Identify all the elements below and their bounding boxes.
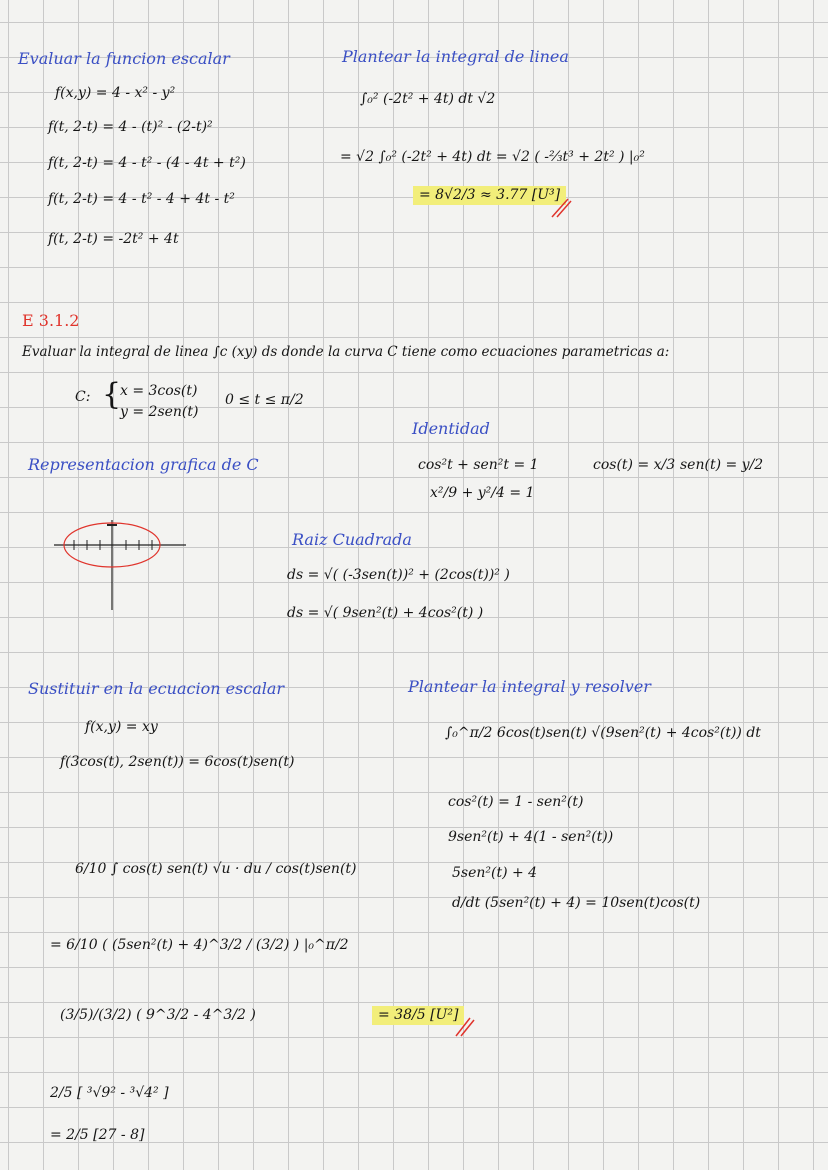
curve-label: C: [75,389,91,405]
exercise-statement: Evaluar la integral de linea ∫c (xy) ds donde la curva C tiene como ecuaciones parametricas a: [22,344,670,360]
math-line: f(x,y) = 4 - x² - y² [55,85,176,101]
exercise-id: E 3.1.2 [22,311,80,330]
math-line: f(3cos(t), 2sen(t)) = 6cos(t)sen(t) [60,754,295,770]
section-title-solve: Plantear la integral y resolver [408,677,651,696]
math-line-with-cancellation: f(t, 2-t) = 4 - t² - 4 + 4t - t² [48,191,235,207]
highlighted-result: = 8√2/3 ≈ 3.77 [U³] [413,186,566,205]
math-line: 5sen²(t) + 4 [452,865,538,881]
sen-substitution: sen(t) = y/2 [680,457,764,473]
section-title-graph: Representacion grafica de C [28,455,259,474]
math-line: f(t, 2-t) = -2t² + 4t [48,231,179,247]
section-title-identity: Identidad [412,419,490,438]
section-title-line-integral: Plantear la integral de linea [342,47,569,66]
parametric-x: x = 3cos(t) [120,383,198,399]
ds-line: ds = √( (-3sen(t))² + (2cos(t))² ) [287,567,510,583]
math-line: cos²(t) = 1 - sen²(t) [448,794,584,810]
math-line: f(x,y) = xy [85,719,158,735]
section-title-substitute: Sustituir en la ecuacion escalar [28,679,285,698]
math-line: f(t, 2-t) = 4 - t² - (4 - 4t + t²) [48,155,246,171]
section-title-square-root: Raiz Cuadrada [292,530,412,549]
cos-substitution: cos(t) = x/3 [593,457,676,473]
double-strike-mark [548,195,572,221]
math-line: 9sen²(t) + 4(1 - sen²(t)) [448,829,614,845]
parametric-y: y = 2sen(t) [120,404,199,420]
ds-line: ds = √( 9sen²(t) + 4cos²(t) ) [287,605,484,621]
math-line: 6/10 ∫ cos(t) sen(t) √u · du / cos(t)sen(t) [75,861,357,877]
identity-line: cos²t + sen²t = 1 [418,457,539,473]
double-strike-mark [452,1014,476,1040]
math-line: f(t, 2-t) = 4 - (t)² - (2-t)² [48,119,213,135]
math-line: 2/5 [ ³√9² - ³√4² ] [50,1085,169,1101]
math-line: = 2/5 [27 - 8] [50,1127,145,1143]
final-result: = 38/5 [U²] [372,1006,464,1025]
math-line: = 6/10 ( (5sen²(t) + 4)^3/2 / (3/2) ) |₀^π/2 [50,937,349,953]
solve-integral: ∫₀^π/2 6cos(t)sen(t) √(9sen²(t) + 4cos²(t)) dt [445,725,761,741]
section-title-evaluate-scalar: Evaluar la funcion escalar [18,49,230,68]
integral-setup: ∫₀² (-2t² + 4t) dt √2 [360,91,496,107]
integral-evaluation: = √2 ∫₀² (-2t² + 4t) dt = √2 ( -⅔t³ + 2t² ) |₀² [340,149,645,165]
identity-line: x²/9 + y²/4 = 1 [430,485,535,501]
math-line: d/dt (5sen²(t) + 4) = 10sen(t)cos(t) [452,895,701,911]
math-line: (3/5)/(3/2) ( 9^3/2 - 4^3/2 ) [60,1007,256,1023]
parameter-range: 0 ≤ t ≤ π/2 [225,392,304,408]
brace-symbol: { [102,377,122,412]
ellipse-graph [50,520,190,610]
